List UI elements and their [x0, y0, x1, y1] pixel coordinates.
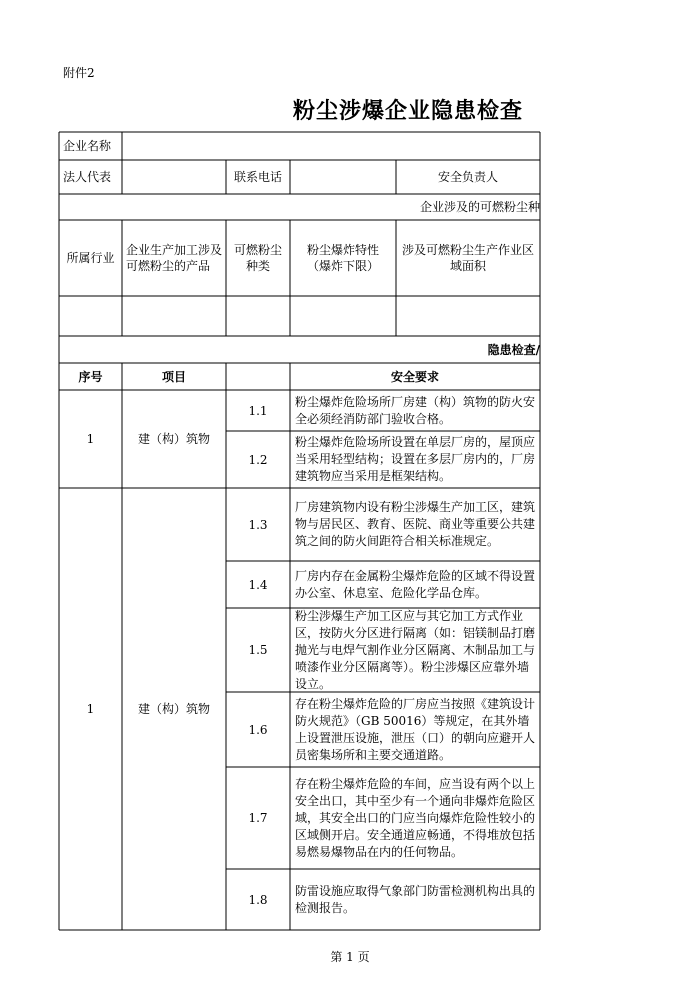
explosion-label: 粉尘爆炸特性（爆炸下限） — [306, 243, 379, 273]
row-code: 1.1 — [248, 403, 268, 418]
page-number: 第 1 页 — [330, 950, 370, 964]
section-label: 隐患检查/ — [487, 342, 540, 357]
row-requirement: 厂房建筑物内设有粉尘涉爆生产加工区，建筑物与居民区、教育、医院、商业等重要公共建筑之间的防火间距符合相关标准规定。 — [295, 500, 536, 548]
company-name-label: 企业名称 — [63, 139, 112, 153]
group-item: 建（构）筑物 — [137, 432, 210, 446]
column-header-item: 项目 — [161, 369, 186, 384]
legal-rep-label: 法人代表 — [63, 170, 112, 184]
row-requirement: 粉尘涉爆生产加工区应与其它加工方式作业区，按防火分区进行隔离（如：铝镁制品打磨抛光与电焊气割作业分区隔离、木制品加工与喷漆作业分区隔离等）。粉尘涉爆区应靠外墙设立。 — [295, 608, 536, 691]
group-item: 建（构）筑物 — [137, 702, 210, 716]
phone-label: 联系电话 — [233, 170, 282, 184]
row-code: 1.7 — [248, 811, 268, 825]
column-header-requirement: 安全要求 — [390, 369, 439, 384]
attachment-label: 附件2 — [63, 66, 95, 80]
row-code: 1.8 — [248, 892, 268, 907]
row-requirement: 粉尘爆炸危险场所厂房建（构）筑物的防火安全必须经消防部门验收合格。 — [295, 394, 536, 426]
group-seq: 1 — [86, 702, 95, 716]
row-code: 1.6 — [248, 722, 268, 737]
row-requirement: 厂房内存在金属粉尘爆炸危险的区域不得设置办公室、休息室、危险化学品仓库。 — [295, 568, 536, 600]
products-label: 企业生产加工涉及可燃粉尘的产品 — [126, 243, 223, 273]
row-requirement: 粉尘爆炸危险场所设置在单层厂房的，屋顶应当采用轻型结构；设置在多层厂房内的，厂房建筑物应当采用是框架结构。 — [295, 435, 536, 483]
page-title: 粉尘涉爆企业隐患检查 — [293, 98, 524, 124]
safety-officer-label: 安全负责人 — [437, 170, 498, 184]
group-seq: 1 — [86, 432, 95, 446]
area-label: 涉及可燃粉尘生产作业区域面积 — [401, 243, 534, 273]
row-code: 1.3 — [248, 517, 268, 532]
industry-label: 所属行业 — [66, 251, 115, 265]
row-code: 1.5 — [248, 643, 268, 657]
row-code: 1.2 — [248, 452, 268, 467]
row-requirement: 存在粉尘爆炸危险的厂房应当按照《建筑设计防火规范》（GB 50016）等规定，在其外墙上设置泄压设施，泄压（口）的朝向应避开人员密集场所和主要交通道路。 — [295, 696, 536, 762]
dust-type-label: 可燃粉尘种类 — [233, 243, 282, 273]
column-header-seq: 序号 — [78, 369, 103, 384]
row-requirement: 存在粉尘爆炸危险的车间，应当设有两个以上安全出口，其中至少有一个通向非爆炸危险区域，其安全出口的门应当向爆炸危险性较小的区域侧开启。安全通道应畅通，不得堆放包括易燃易爆物品在内的任何物品。 — [295, 776, 536, 859]
row-requirement: 防雷设施应取得气象部门防雷检测机构出具的检测报告。 — [295, 883, 536, 915]
row-code: 1.4 — [248, 577, 268, 592]
dust-info-label: 企业涉及的可燃粉尘种 — [419, 200, 540, 214]
